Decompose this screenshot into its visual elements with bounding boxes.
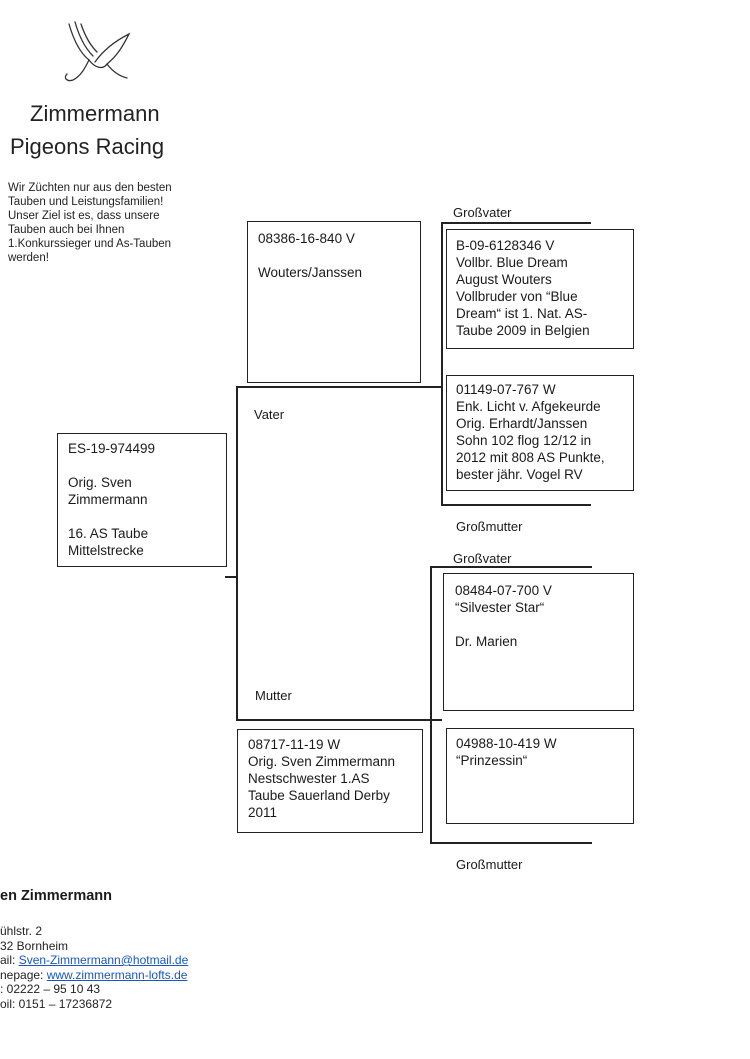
pigeon-box [57,433,227,567]
label-grossmutter: Großmutter [456,519,523,534]
email-link[interactable]: Sven-Zimmermann@hotmail.de [18,953,189,967]
label-grossmutter: Großmutter [456,857,523,872]
mother-info: 08717-11-19 W Orig. Sven Zimmermann Nestschwester 1.AS Taube Sauerland Derby 2011 [248,737,396,820]
grandmother-paternal-info: 01149-07-767 W Enk. Licht v. Afgekeurde Orig. Erhardt/Janssen Sohn 102 flog 12/12 in 2012 mit 808 AS Punkte, bester jähr. Vogel RV [456,382,605,482]
footer-homepage-row [0,968,188,983]
brand-title: Zimmermann [30,101,160,126]
label-mutter: Mutter [255,688,292,703]
footer-contact [0,924,188,1011]
dove-logo-icon [55,18,145,98]
mother-box [237,729,423,833]
footer-homepage-prefix: nepage: [0,967,47,982]
connector-line [441,222,591,224]
connector-line [236,386,442,388]
footer-street: ühlstr. 2 [0,924,43,938]
label-vater: Vater [254,407,285,422]
footer-name: en Zimmermann [0,888,112,904]
connector-line [430,842,592,844]
footer-phone: : 02222 – 95 10 43 [0,982,101,996]
label-grossvater: Großvater [453,205,512,220]
intro-text: Wir Züchten nur aus den besten Tauben und Leistungsfamilien! Unser Ziel ist es, dass unsere Tauben auch bei Ihnen 1.Konkurssieger und As-Tauben werden! [8,182,172,264]
grandfather-maternal-info: 08484-07-700 V “Silvester Star“ Dr. Marien [455,583,552,649]
connector-line [441,222,443,505]
father-box [247,221,421,383]
grandfather-paternal-box [446,229,634,349]
footer-city: 32 Bornheim [0,938,69,953]
grandfather-maternal-box [443,573,634,711]
homepage-link[interactable]: www.zimmermann-lofts.de [46,967,188,982]
grandmother-paternal-box [446,375,634,491]
grandfather-paternal-info: B-09-6128346 V Vollbr. Blue Dream August Wouters Vollbruder von “Blue Dream“ ist 1. Nat. AS- Taube 2009 in Belgien [456,238,590,338]
connector-line [430,566,592,568]
pigeon-info: ES-19-974499 Orig. Sven Zimmermann 16. AS Taube Mittelstrecke [68,441,156,558]
connector-line [441,504,591,506]
father-info: 08386-16-840 V Wouters/Janssen [258,231,363,280]
grandmother-maternal-info: 04988-10-419 W “Prinzessin“ [456,736,557,768]
connector-line [236,719,442,721]
footer-email-prefix: ail: [0,953,19,967]
label-grossvater: Großvater [453,551,512,566]
footer-mobile: oil: 0151 – 17236872 [0,996,113,1011]
footer-email-row [0,953,188,968]
connector-line [236,386,238,720]
connector-line [430,566,432,843]
brand-subtitle: Pigeons Racing [10,134,165,159]
grandmother-maternal-box [446,728,634,824]
